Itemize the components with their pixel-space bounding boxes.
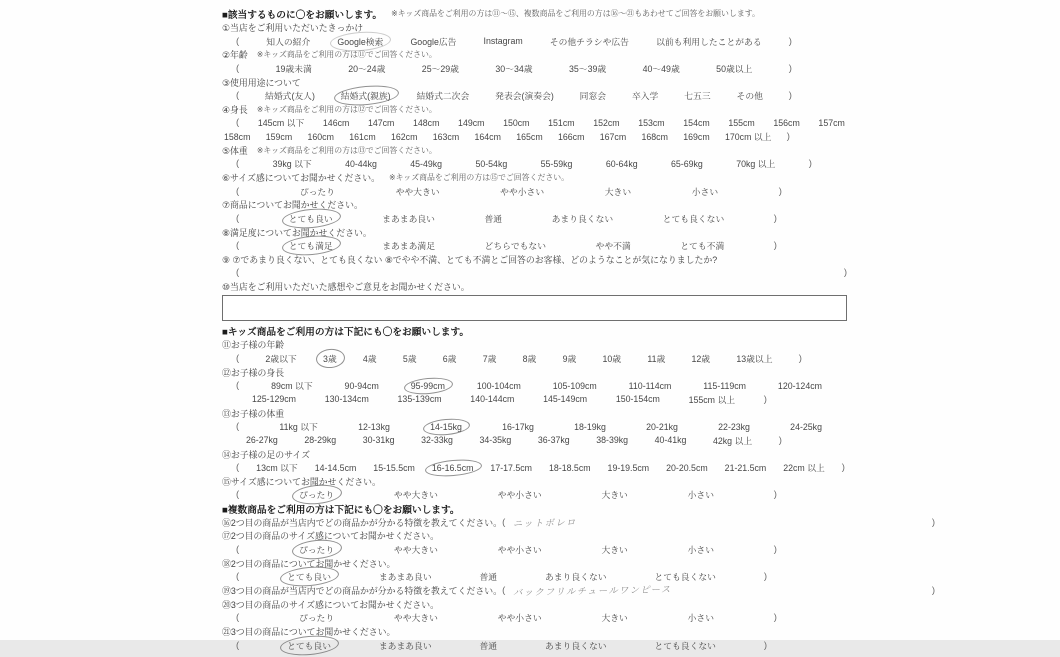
open-paren: (: [502, 584, 506, 596]
answer-option[interactable]: 162cm: [391, 131, 418, 142]
answer-option[interactable]: やや小さい: [500, 186, 545, 197]
answer-options-row: [222, 130, 790, 144]
question-text: ⑩当店をご利用いただいた感想やご意見をお聞かせください。: [222, 282, 470, 293]
close-paren: ): [788, 90, 792, 102]
question-text: ⑧満足度についてお聞かせください。: [222, 227, 372, 238]
answer-option[interactable]: 105-109cm: [552, 380, 597, 391]
answer-option[interactable]: 125-129cm: [252, 394, 297, 405]
open-paren: (: [236, 544, 240, 556]
circled-answer-option[interactable]: 結婚式(親族): [340, 91, 391, 102]
section-heading-text: ■該当するものに〇をお願いします。: [222, 9, 383, 21]
answer-option[interactable]: 19歳未満: [275, 63, 312, 74]
answer-option[interactable]: 170cm 以上: [725, 132, 772, 143]
question-with-written-answer: [222, 584, 935, 598]
question-text: ⑪お子様の年齢: [222, 340, 285, 351]
open-paren: (: [236, 380, 240, 392]
answer-option[interactable]: 115-119cm: [703, 380, 747, 391]
answer-option[interactable]: 18-18.5cm: [548, 462, 591, 473]
answer-option[interactable]: 5歳: [402, 354, 417, 365]
question-text: ⑲3つ目の商品が当店内でどの商品かが分かる特徴を教えてください。: [222, 585, 503, 596]
answer-option[interactable]: 13歳以上: [736, 354, 773, 365]
answer-options-row: [222, 212, 777, 226]
answer-option[interactable]: 70kg 以上: [736, 159, 776, 170]
answer-option[interactable]: 13cm 以下: [256, 463, 298, 474]
question-label: [222, 280, 1060, 294]
answer-options-row: [222, 420, 822, 434]
handwritten-answer: ニットボレロ: [513, 517, 578, 529]
answer-option[interactable]: 2歳以下: [265, 354, 297, 365]
answer-options-row: [222, 239, 777, 253]
question-label: [222, 597, 1060, 611]
answer-option[interactable]: 小さい: [691, 186, 719, 197]
handwritten-answer: バックフリルチュールワンピース: [513, 584, 672, 599]
answer-option[interactable]: 17-17.5cm: [490, 462, 532, 473]
answer-option[interactable]: 結婚式(友人): [265, 91, 315, 102]
answer-option[interactable]: 大きい: [604, 186, 632, 197]
question-label: [222, 253, 1060, 267]
answer-option[interactable]: 小さい: [687, 545, 715, 556]
answer-option[interactable]: 90-94cm: [344, 380, 379, 391]
answer-option[interactable]: 30-31kg: [362, 435, 395, 446]
question-text: ④身長: [222, 104, 248, 115]
answer-option[interactable]: 大きい: [601, 613, 628, 624]
answer-option[interactable]: 卒入学: [631, 91, 659, 102]
answer-option[interactable]: 36-37kg: [537, 435, 570, 446]
section-heading-text: ■複数商品をご利用の方は下記にも〇をお願いします。: [222, 504, 460, 516]
open-paren: (: [236, 212, 240, 224]
comments-write-in-box[interactable]: [222, 295, 847, 321]
answer-option[interactable]: 39kg 以下: [272, 159, 312, 170]
answer-option[interactable]: 知人の紹介: [266, 36, 311, 47]
answer-option[interactable]: ぴったり: [298, 613, 335, 624]
answer-option[interactable]: とても不満: [680, 241, 725, 252]
question-label: [222, 406, 1060, 420]
answer-option[interactable]: 小さい: [687, 613, 715, 624]
answer-option[interactable]: 普通: [479, 572, 498, 583]
question-label: [222, 143, 1060, 157]
question-label: [222, 21, 1060, 35]
question-label: [222, 171, 1060, 185]
close-paren: ): [931, 584, 935, 596]
comments-box-row: [222, 295, 1060, 321]
answer-option[interactable]: 20-21kg: [646, 421, 678, 432]
answer-option[interactable]: 167cm: [599, 131, 627, 142]
open-paren: (: [236, 612, 240, 624]
answer-option[interactable]: 159cm: [265, 131, 293, 142]
close-paren: ): [798, 353, 802, 365]
answer-option[interactable]: その他: [736, 91, 763, 102]
close-paren: ): [788, 62, 792, 74]
question-label: [222, 556, 1060, 570]
answer-option[interactable]: 以前も利用したことがある: [656, 36, 762, 47]
answer-option[interactable]: ぴったり: [299, 186, 335, 197]
answer-option[interactable]: 168cm: [641, 131, 668, 142]
close-paren: ): [773, 489, 777, 501]
answer-option[interactable]: 145cm 以下: [257, 118, 305, 129]
answer-option[interactable]: 157cm: [818, 117, 845, 128]
close-paren: ): [763, 639, 767, 651]
answer-options-row: [222, 638, 767, 652]
answer-option[interactable]: 40〜49歳: [642, 63, 680, 74]
answer-option[interactable]: 25〜29歳: [421, 63, 459, 74]
answer-option[interactable]: 151cm: [548, 117, 575, 128]
answer-option[interactable]: 158cm: [224, 131, 251, 142]
open-paren: (: [236, 639, 240, 651]
circled-answer-option[interactable]: とても満足: [288, 241, 333, 252]
open-paren: (: [236, 185, 240, 197]
answer-option[interactable]: やや不満: [595, 241, 631, 252]
answer-option[interactable]: 14-14.5cm: [314, 462, 357, 473]
answer-option[interactable]: 24-25kg: [790, 421, 822, 432]
answer-option[interactable]: あまり良くない: [551, 213, 614, 224]
answer-option[interactable]: 35〜39歳: [568, 63, 607, 74]
answer-option[interactable]: 140-144cm: [470, 394, 515, 405]
answer-option[interactable]: 30〜34歳: [495, 63, 533, 74]
answer-option[interactable]: 11kg 以下: [279, 422, 318, 433]
answer-option[interactable]: 149cm: [458, 117, 485, 128]
open-paren: (: [236, 421, 240, 433]
question-label: [222, 75, 1060, 89]
answer-option[interactable]: 28-29kg: [304, 435, 337, 446]
answer-option[interactable]: やや小さい: [497, 613, 542, 624]
answer-options-row: [222, 379, 822, 393]
answer-option[interactable]: 8歳: [522, 354, 537, 365]
answer-options-row: [222, 611, 777, 625]
answer-option[interactable]: 120-124cm: [777, 380, 822, 391]
answer-option[interactable]: 19-19.5cm: [607, 462, 650, 473]
question-text: ⑰2つ目の商品のサイズ感についてお聞かせください。: [222, 531, 440, 542]
answer-option[interactable]: まあまあ良い: [382, 213, 435, 224]
question-note: ※キッズ商品をご利用の方は⑮でご回答ください。: [388, 173, 570, 182]
answer-option[interactable]: 160cm: [307, 131, 334, 142]
answer-option[interactable]: まあまあ良い: [378, 640, 432, 651]
answer-option[interactable]: とても良くない: [654, 640, 716, 651]
answer-option[interactable]: 12歳: [691, 354, 711, 365]
question-note: ※キッズ商品をご利用の方は⑫でご回答ください。: [256, 104, 437, 114]
circled-answer-option[interactable]: 3歳: [322, 354, 337, 365]
answer-option[interactable]: とても良くない: [654, 572, 716, 583]
answer-option[interactable]: とても良くない: [662, 213, 725, 224]
section-heading-text: ■キッズ商品をご利用の方は下記にも〇をお願いします。: [222, 327, 470, 339]
answer-option[interactable]: 135-139cm: [397, 394, 442, 405]
answer-option[interactable]: やや大きい: [395, 186, 440, 197]
question-text: ⑱2つ目の商品についてお聞かせください。: [222, 558, 396, 569]
answer-option[interactable]: Google広告: [410, 36, 457, 47]
question-text: ⑮サイズ感についてお聞かせください。: [222, 476, 381, 487]
open-paren: (: [236, 158, 240, 170]
close-paren: ): [841, 462, 845, 474]
answer-options-row: [222, 116, 845, 130]
answer-option[interactable]: 発表会(演奏会): [495, 91, 554, 102]
answer-option[interactable]: まあまあ良い: [378, 572, 432, 583]
answer-option[interactable]: どちらでもない: [484, 241, 547, 252]
answer-options-row: [222, 393, 767, 407]
answer-options-row: [222, 89, 792, 103]
circled-answer-option[interactable]: とても良い: [287, 572, 332, 583]
open-paren: (: [236, 35, 240, 47]
answer-option[interactable]: やや小さい: [497, 545, 542, 556]
circled-answer-option[interactable]: 14-15kg: [430, 421, 462, 432]
answer-option[interactable]: 20〜24歳: [348, 63, 386, 74]
answer-option[interactable]: やや大きい: [393, 613, 438, 624]
answer-options-row: [222, 461, 845, 475]
question-text: ⑨ ⑦であまり良くない、とても良くない ⑧でやや不満、とても不満とご回答のお客様、どのようなことが気になりましたか?: [222, 254, 718, 265]
answer-options-row: [222, 434, 782, 448]
circled-answer-option[interactable]: Google検索: [337, 36, 384, 47]
answer-option[interactable]: やや大きい: [393, 490, 438, 501]
answer-option[interactable]: 165cm: [516, 131, 543, 142]
answer-option[interactable]: 150cm: [503, 117, 530, 128]
section-heading: [222, 7, 1060, 21]
answer-option[interactable]: 4歳: [362, 354, 377, 365]
question-text: ⑯2つ目の商品が当店内でどの商品かが分かる特徴を教えてください。: [222, 517, 503, 528]
answer-option[interactable]: 16-17kg: [502, 421, 534, 432]
answer-option[interactable]: 164cm: [474, 131, 501, 142]
question-label: [222, 529, 1060, 543]
close-paren: ): [808, 158, 812, 170]
close-paren: ): [773, 612, 777, 624]
answer-option[interactable]: 60-64kg: [605, 158, 638, 169]
answer-option[interactable]: Instagram: [483, 36, 523, 47]
answer-option[interactable]: 147cm: [367, 117, 395, 128]
close-paren: ): [773, 544, 777, 556]
answer-option[interactable]: 32-33kg: [421, 435, 453, 446]
close-paren: ): [843, 267, 847, 279]
answer-options-row: [222, 266, 847, 280]
answer-option[interactable]: 同窓会: [579, 91, 607, 102]
answer-option[interactable]: 161cm: [349, 131, 376, 142]
answer-option[interactable]: 38-39kg: [596, 435, 629, 446]
answer-option[interactable]: 結婚式二次会: [416, 91, 470, 102]
answer-option[interactable]: 100-104cm: [476, 380, 521, 391]
question-text: ⑳3つ目の商品のサイズ感についてお聞かせください。: [222, 599, 440, 610]
close-paren: ): [788, 35, 792, 47]
answer-option[interactable]: やや大きい: [393, 545, 438, 556]
answer-option[interactable]: 110-114cm: [628, 380, 672, 391]
answer-options-row: [222, 543, 777, 557]
answer-option[interactable]: 40-44kg: [345, 158, 377, 169]
open-paren: (: [236, 117, 240, 129]
question-text: ⑥サイズ感についてお聞かせください。: [222, 173, 380, 183]
answer-option[interactable]: 145-149cm: [543, 394, 588, 405]
answer-option[interactable]: 18-19kg: [574, 421, 606, 432]
answer-option[interactable]: 22-23kg: [718, 421, 750, 432]
question-text: ③使用用途について: [222, 77, 301, 88]
close-paren: ): [931, 516, 935, 528]
question-label: [222, 225, 1060, 239]
question-text: ⑤体重: [222, 145, 248, 156]
answer-options-row: [222, 34, 792, 48]
open-paren: (: [236, 267, 240, 279]
answer-option[interactable]: 10歳: [602, 354, 622, 365]
answer-option[interactable]: 45-49kg: [410, 158, 443, 169]
question-text: ②年齢: [222, 50, 248, 61]
answer-option[interactable]: 20-20.5cm: [666, 462, 708, 473]
circled-answer-option[interactable]: 95-99cm: [410, 380, 445, 391]
answer-option[interactable]: 21-21.5cm: [724, 462, 767, 473]
open-paren: (: [236, 62, 240, 74]
answer-option[interactable]: 163cm: [432, 131, 460, 142]
answer-options-row: [222, 352, 802, 366]
answer-option[interactable]: 55-59kg: [540, 158, 573, 169]
close-paren: ): [763, 571, 767, 583]
answer-option[interactable]: 小さい: [687, 490, 715, 501]
question-text: ⑬お子様の体重: [222, 408, 285, 419]
answer-option[interactable]: 7歳: [482, 354, 497, 365]
answer-option[interactable]: 169cm: [683, 131, 710, 142]
answer-option[interactable]: 50歳以上: [716, 63, 753, 74]
answer-option[interactable]: あまり良くない: [544, 640, 607, 651]
open-paren: (: [502, 516, 506, 528]
question-label: [222, 365, 1060, 379]
circled-answer-option[interactable]: ぴったり: [298, 545, 335, 556]
answer-option[interactable]: 130-134cm: [324, 394, 369, 405]
answer-option[interactable]: 七五三: [684, 91, 711, 102]
answer-option[interactable]: 大きい: [601, 545, 628, 556]
answer-option[interactable]: 166cm: [558, 131, 585, 142]
answer-options-row: [222, 62, 792, 76]
answer-options-row: [222, 570, 767, 584]
question-note: ※キッズ商品をご利用の方は⑪でご回答ください。: [256, 50, 437, 60]
answer-option[interactable]: 34-35kg: [479, 435, 512, 446]
answer-option[interactable]: 大きい: [601, 490, 628, 501]
answer-option[interactable]: 26-27kg: [246, 435, 278, 446]
close-paren: ): [778, 434, 782, 446]
answer-option[interactable]: 153cm: [638, 117, 665, 128]
answer-option[interactable]: やや小さい: [497, 490, 542, 501]
section-heading: [222, 502, 1060, 516]
answer-option[interactable]: 65-69kg: [671, 158, 703, 169]
answer-option[interactable]: 22cm 以上: [783, 463, 825, 474]
answer-option[interactable]: 6歳: [442, 354, 457, 365]
answer-option[interactable]: 50-54kg: [475, 158, 508, 169]
section-heading: [222, 324, 1060, 338]
question-label: [222, 198, 1060, 212]
question-text: ㉑3つ目の商品についてお聞かせください。: [222, 626, 396, 637]
answer-option[interactable]: 146cm: [322, 117, 350, 128]
circled-answer-option[interactable]: とても良い: [288, 213, 333, 224]
open-paren: (: [236, 353, 240, 365]
answer-option[interactable]: 156cm: [773, 117, 800, 128]
answer-option[interactable]: 12-13kg: [358, 421, 390, 432]
circled-answer-option[interactable]: とても良い: [287, 640, 332, 651]
answer-option[interactable]: 40-41kg: [654, 435, 687, 446]
answer-option[interactable]: あまり良くない: [544, 572, 607, 583]
section-heading-note: ※キッズ商品をご利用の方は⑪〜⑮、複数商品をご利用の方は⑯〜㉑もあわせてご回答をお願いします。: [391, 9, 760, 19]
close-paren: ): [786, 131, 790, 143]
question-with-written-answer: [222, 515, 935, 529]
question-text: ⑭お子様の足のサイズ: [222, 449, 311, 460]
answer-option[interactable]: 15-15.5cm: [373, 462, 415, 473]
open-paren: (: [236, 240, 240, 252]
answer-option[interactable]: その他チラシや広告: [549, 36, 629, 47]
question-text: ①当店をご利用いただいたきっかけ: [222, 22, 364, 33]
circled-answer-option[interactable]: ぴったり: [298, 490, 335, 501]
answer-options-row: [222, 157, 812, 171]
answer-option[interactable]: 155cm: [728, 117, 755, 128]
question-text: ⑫お子様の身長: [222, 367, 285, 378]
question-label: [222, 625, 1060, 639]
answer-option[interactable]: 11歳: [647, 354, 666, 365]
close-paren: ): [778, 185, 782, 197]
question-text: ⑦商品についてお聞かせください。: [222, 200, 363, 211]
answer-option[interactable]: 152cm: [593, 117, 620, 128]
answer-option[interactable]: まあまあ満足: [382, 241, 435, 252]
answer-option[interactable]: 148cm: [413, 117, 440, 128]
answer-option[interactable]: 154cm: [683, 117, 710, 128]
question-label: [222, 475, 1060, 489]
answer-option[interactable]: 150-154cm: [615, 394, 660, 405]
open-paren: (: [236, 462, 240, 474]
question-label: [222, 447, 1060, 461]
circled-answer-option[interactable]: 16-16.5cm: [431, 462, 474, 473]
answer-option[interactable]: 42kg 以上: [713, 435, 753, 446]
answer-option[interactable]: 89cm 以下: [271, 381, 313, 392]
open-paren: (: [236, 571, 240, 583]
open-paren: (: [236, 90, 240, 102]
question-note: ※キッズ商品をご利用の方は⑬でご回答ください。: [256, 145, 437, 155]
answer-option[interactable]: 普通: [479, 640, 498, 651]
answer-option[interactable]: 155cm 以上: [688, 394, 736, 405]
answer-options-row: [222, 184, 782, 198]
close-paren: ): [763, 393, 767, 405]
answer-options-row: [222, 488, 777, 502]
question-label: [222, 338, 1060, 352]
close-paren: ): [773, 240, 777, 252]
answer-option[interactable]: 普通: [484, 213, 503, 224]
open-paren: (: [236, 489, 240, 501]
answer-option[interactable]: 9歳: [562, 354, 577, 365]
close-paren: ): [773, 212, 777, 224]
